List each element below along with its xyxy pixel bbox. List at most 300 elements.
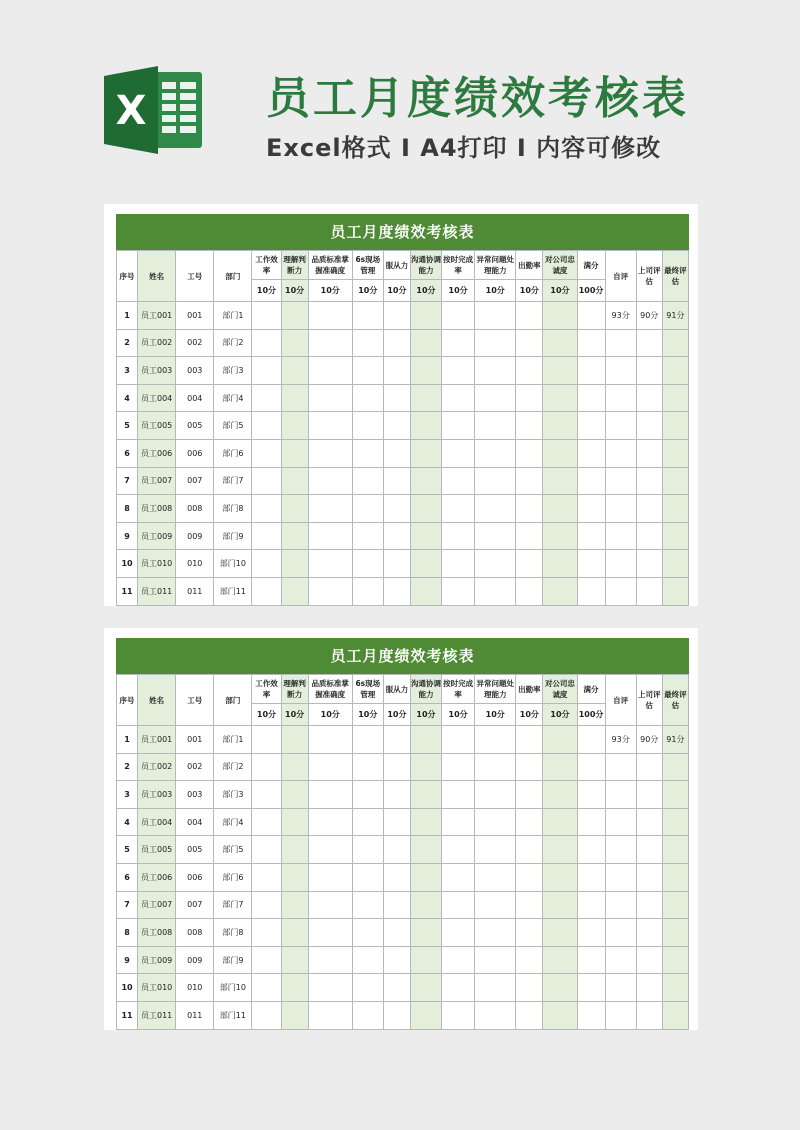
table-cell[interactable] — [281, 329, 308, 357]
table-cell[interactable] — [308, 808, 352, 836]
table-cell[interactable] — [475, 550, 516, 578]
table-cell[interactable] — [662, 836, 688, 864]
table-cell[interactable] — [636, 836, 662, 864]
table-cell[interactable]: 员工006 — [138, 863, 176, 891]
table-cell[interactable] — [577, 863, 605, 891]
table-cell[interactable] — [442, 974, 475, 1002]
table-cell[interactable]: 部门1 — [214, 726, 252, 754]
table-cell[interactable] — [410, 808, 441, 836]
table-cell[interactable] — [662, 808, 688, 836]
table-cell[interactable] — [252, 974, 281, 1002]
table-cell[interactable] — [252, 863, 281, 891]
table-cell[interactable] — [662, 781, 688, 809]
table-cell[interactable] — [252, 808, 281, 836]
table-cell[interactable] — [281, 577, 308, 605]
table-cell[interactable]: 部门7 — [214, 467, 252, 495]
table-cell[interactable]: 93分 — [605, 726, 636, 754]
table-cell[interactable] — [475, 522, 516, 550]
table-cell[interactable] — [577, 384, 605, 412]
table-cell[interactable] — [281, 836, 308, 864]
table-cell[interactable] — [442, 439, 475, 467]
table-cell[interactable] — [383, 439, 410, 467]
table-cell[interactable] — [252, 577, 281, 605]
table-cell[interactable] — [636, 781, 662, 809]
table-cell[interactable] — [605, 753, 636, 781]
table-cell[interactable] — [281, 550, 308, 578]
table-cell[interactable] — [475, 726, 516, 754]
table-cell[interactable] — [252, 891, 281, 919]
table-cell[interactable]: 009 — [176, 522, 214, 550]
table-cell[interactable]: 员工009 — [138, 522, 176, 550]
table-cell[interactable] — [577, 946, 605, 974]
table-cell[interactable] — [410, 495, 441, 523]
table-cell[interactable] — [352, 808, 383, 836]
table-cell[interactable] — [252, 384, 281, 412]
table-cell[interactable] — [636, 1001, 662, 1029]
table-cell[interactable] — [605, 495, 636, 523]
table-cell[interactable] — [281, 1001, 308, 1029]
table-cell[interactable] — [516, 412, 543, 440]
table-cell[interactable] — [383, 329, 410, 357]
table-cell[interactable] — [281, 302, 308, 330]
table-cell[interactable] — [605, 808, 636, 836]
table-cell[interactable] — [383, 357, 410, 385]
table-cell[interactable] — [516, 302, 543, 330]
table-cell[interactable]: 011 — [176, 1001, 214, 1029]
table-cell[interactable] — [577, 919, 605, 947]
table-cell[interactable] — [308, 522, 352, 550]
table-cell[interactable] — [516, 974, 543, 1002]
table-cell[interactable] — [543, 891, 577, 919]
table-cell[interactable] — [383, 522, 410, 550]
table-cell[interactable] — [352, 946, 383, 974]
table-cell[interactable] — [410, 726, 441, 754]
table-cell[interactable]: 部门3 — [214, 357, 252, 385]
table-cell[interactable] — [352, 522, 383, 550]
table-cell[interactable]: 3 — [117, 357, 138, 385]
table-cell[interactable] — [308, 302, 352, 330]
table-cell[interactable]: 员工008 — [138, 495, 176, 523]
table-cell[interactable] — [543, 808, 577, 836]
table-cell[interactable] — [352, 863, 383, 891]
table-cell[interactable] — [383, 808, 410, 836]
table-cell[interactable] — [475, 302, 516, 330]
table-cell[interactable] — [252, 467, 281, 495]
table-cell[interactable] — [516, 495, 543, 523]
table-cell[interactable] — [383, 919, 410, 947]
table-cell[interactable] — [308, 891, 352, 919]
table-cell[interactable] — [281, 412, 308, 440]
table-cell[interactable] — [475, 495, 516, 523]
table-cell[interactable] — [516, 522, 543, 550]
table-cell[interactable] — [442, 946, 475, 974]
table-cell[interactable]: 部门7 — [214, 891, 252, 919]
table-cell[interactable]: 部门8 — [214, 495, 252, 523]
table-cell[interactable] — [252, 781, 281, 809]
table-cell[interactable] — [252, 753, 281, 781]
table-cell[interactable] — [252, 357, 281, 385]
table-cell[interactable] — [516, 1001, 543, 1029]
table-cell[interactable]: 90分 — [636, 302, 662, 330]
table-cell[interactable] — [516, 439, 543, 467]
table-cell[interactable]: 4 — [117, 384, 138, 412]
table-cell[interactable] — [410, 302, 441, 330]
table-cell[interactable] — [475, 808, 516, 836]
table-cell[interactable] — [442, 357, 475, 385]
table-cell[interactable] — [662, 439, 688, 467]
table-cell[interactable]: 11 — [117, 577, 138, 605]
table-cell[interactable] — [281, 946, 308, 974]
table-cell[interactable] — [516, 919, 543, 947]
table-cell[interactable]: 员工008 — [138, 919, 176, 947]
table-cell[interactable]: 部门5 — [214, 412, 252, 440]
table-cell[interactable] — [252, 522, 281, 550]
table-cell[interactable] — [662, 495, 688, 523]
table-cell[interactable] — [577, 753, 605, 781]
table-cell[interactable] — [308, 467, 352, 495]
table-cell[interactable] — [352, 412, 383, 440]
table-cell[interactable] — [605, 329, 636, 357]
table-cell[interactable]: 6 — [117, 439, 138, 467]
table-cell[interactable]: 员工009 — [138, 946, 176, 974]
table-cell[interactable] — [410, 863, 441, 891]
table-cell[interactable] — [516, 781, 543, 809]
table-cell[interactable] — [252, 302, 281, 330]
table-cell[interactable]: 员工006 — [138, 439, 176, 467]
table-cell[interactable] — [442, 808, 475, 836]
table-cell[interactable] — [475, 1001, 516, 1029]
table-cell[interactable] — [577, 577, 605, 605]
table-cell[interactable] — [516, 891, 543, 919]
table-cell[interactable] — [442, 467, 475, 495]
table-cell[interactable] — [577, 467, 605, 495]
table-cell[interactable]: 003 — [176, 781, 214, 809]
table-cell[interactable] — [577, 550, 605, 578]
table-cell[interactable] — [352, 891, 383, 919]
table-cell[interactable] — [442, 919, 475, 947]
table-cell[interactable] — [410, 577, 441, 605]
table-cell[interactable] — [516, 726, 543, 754]
table-cell[interactable] — [281, 467, 308, 495]
table-cell[interactable] — [543, 495, 577, 523]
table-cell[interactable] — [442, 495, 475, 523]
table-cell[interactable] — [352, 467, 383, 495]
table-cell[interactable] — [308, 384, 352, 412]
table-cell[interactable] — [308, 974, 352, 1002]
table-cell[interactable] — [516, 357, 543, 385]
table-cell[interactable] — [383, 726, 410, 754]
table-cell[interactable] — [383, 495, 410, 523]
table-cell[interactable]: 8 — [117, 919, 138, 947]
table-cell[interactable] — [252, 412, 281, 440]
table-cell[interactable] — [252, 726, 281, 754]
table-cell[interactable]: 员工001 — [138, 726, 176, 754]
table-cell[interactable] — [410, 357, 441, 385]
table-cell[interactable] — [577, 836, 605, 864]
table-cell[interactable]: 员工004 — [138, 808, 176, 836]
table-cell[interactable]: 部门2 — [214, 329, 252, 357]
table-cell[interactable] — [543, 412, 577, 440]
table-cell[interactable]: 90分 — [636, 726, 662, 754]
table-cell[interactable] — [383, 577, 410, 605]
table-cell[interactable] — [252, 946, 281, 974]
table-cell[interactable]: 员工003 — [138, 357, 176, 385]
table-cell[interactable] — [636, 522, 662, 550]
table-cell[interactable]: 员工002 — [138, 753, 176, 781]
table-cell[interactable] — [516, 836, 543, 864]
table-cell[interactable]: 部门1 — [214, 302, 252, 330]
table-cell[interactable]: 部门9 — [214, 522, 252, 550]
table-cell[interactable] — [516, 808, 543, 836]
table-cell[interactable] — [543, 836, 577, 864]
table-cell[interactable] — [605, 522, 636, 550]
table-cell[interactable] — [662, 577, 688, 605]
table-cell[interactable]: 8 — [117, 495, 138, 523]
table-cell[interactable]: 005 — [176, 836, 214, 864]
table-cell[interactable] — [662, 384, 688, 412]
table-cell[interactable] — [308, 946, 352, 974]
table-cell[interactable] — [662, 357, 688, 385]
table-cell[interactable] — [605, 946, 636, 974]
table-cell[interactable]: 部门11 — [214, 577, 252, 605]
table-cell[interactable] — [410, 522, 441, 550]
table-cell[interactable] — [475, 439, 516, 467]
table-cell[interactable]: 员工005 — [138, 412, 176, 440]
table-cell[interactable] — [308, 919, 352, 947]
table-cell[interactable] — [410, 974, 441, 1002]
table-cell[interactable] — [605, 836, 636, 864]
table-cell[interactable] — [543, 357, 577, 385]
table-cell[interactable]: 员工001 — [138, 302, 176, 330]
table-cell[interactable]: 008 — [176, 919, 214, 947]
table-cell[interactable] — [636, 577, 662, 605]
table-cell[interactable] — [577, 329, 605, 357]
table-cell[interactable]: 员工007 — [138, 467, 176, 495]
table-cell[interactable] — [410, 329, 441, 357]
table-cell[interactable]: 009 — [176, 946, 214, 974]
table-cell[interactable] — [442, 781, 475, 809]
table-cell[interactable] — [636, 974, 662, 1002]
table-cell[interactable] — [281, 919, 308, 947]
table-cell[interactable]: 2 — [117, 753, 138, 781]
table-cell[interactable] — [605, 863, 636, 891]
table-cell[interactable] — [605, 467, 636, 495]
table-cell[interactable] — [308, 550, 352, 578]
table-cell[interactable] — [516, 550, 543, 578]
table-cell[interactable] — [475, 781, 516, 809]
table-cell[interactable] — [410, 836, 441, 864]
table-cell[interactable] — [442, 384, 475, 412]
table-cell[interactable] — [475, 384, 516, 412]
table-cell[interactable] — [352, 781, 383, 809]
table-cell[interactable] — [543, 974, 577, 1002]
table-cell[interactable]: 004 — [176, 808, 214, 836]
table-cell[interactable]: 部门8 — [214, 919, 252, 947]
table-cell[interactable] — [442, 412, 475, 440]
table-cell[interactable] — [352, 384, 383, 412]
table-cell[interactable] — [662, 329, 688, 357]
table-cell[interactable] — [577, 1001, 605, 1029]
table-cell[interactable]: 010 — [176, 974, 214, 1002]
table-cell[interactable] — [605, 974, 636, 1002]
table-cell[interactable]: 9 — [117, 946, 138, 974]
table-cell[interactable] — [410, 946, 441, 974]
table-cell[interactable] — [410, 467, 441, 495]
table-cell[interactable] — [577, 357, 605, 385]
table-cell[interactable] — [252, 329, 281, 357]
table-cell[interactable] — [475, 946, 516, 974]
table-cell[interactable] — [383, 550, 410, 578]
table-cell[interactable] — [636, 467, 662, 495]
table-cell[interactable]: 001 — [176, 726, 214, 754]
table-cell[interactable] — [281, 891, 308, 919]
table-cell[interactable] — [308, 357, 352, 385]
table-cell[interactable] — [475, 836, 516, 864]
table-cell[interactable] — [543, 753, 577, 781]
table-cell[interactable] — [442, 329, 475, 357]
table-cell[interactable] — [308, 439, 352, 467]
table-cell[interactable] — [543, 946, 577, 974]
table-cell[interactable] — [410, 384, 441, 412]
table-cell[interactable] — [605, 439, 636, 467]
table-cell[interactable]: 员工011 — [138, 1001, 176, 1029]
table-cell[interactable] — [636, 891, 662, 919]
table-cell[interactable] — [516, 577, 543, 605]
table-cell[interactable]: 部门5 — [214, 836, 252, 864]
table-cell[interactable] — [605, 781, 636, 809]
table-cell[interactable] — [383, 412, 410, 440]
table-cell[interactable] — [577, 495, 605, 523]
table-cell[interactable] — [662, 412, 688, 440]
table-cell[interactable] — [442, 863, 475, 891]
table-cell[interactable] — [281, 781, 308, 809]
table-cell[interactable] — [543, 439, 577, 467]
table-cell[interactable] — [662, 522, 688, 550]
table-cell[interactable]: 002 — [176, 329, 214, 357]
table-cell[interactable] — [577, 891, 605, 919]
table-cell[interactable]: 7 — [117, 891, 138, 919]
table-cell[interactable] — [308, 495, 352, 523]
table-cell[interactable] — [577, 439, 605, 467]
table-cell[interactable] — [308, 577, 352, 605]
table-cell[interactable] — [543, 1001, 577, 1029]
table-cell[interactable]: 部门11 — [214, 1001, 252, 1029]
table-cell[interactable] — [281, 439, 308, 467]
table-cell[interactable]: 001 — [176, 302, 214, 330]
table-cell[interactable]: 006 — [176, 439, 214, 467]
table-cell[interactable]: 1 — [117, 302, 138, 330]
table-cell[interactable]: 002 — [176, 753, 214, 781]
table-cell[interactable] — [281, 863, 308, 891]
table-cell[interactable] — [636, 753, 662, 781]
table-cell[interactable] — [352, 577, 383, 605]
table-cell[interactable] — [442, 753, 475, 781]
table-cell[interactable] — [410, 412, 441, 440]
table-cell[interactable] — [442, 891, 475, 919]
table-cell[interactable]: 004 — [176, 384, 214, 412]
table-cell[interactable]: 员工010 — [138, 550, 176, 578]
table-cell[interactable] — [636, 357, 662, 385]
table-cell[interactable] — [543, 863, 577, 891]
table-cell[interactable]: 006 — [176, 863, 214, 891]
table-cell[interactable] — [308, 726, 352, 754]
table-cell[interactable] — [475, 577, 516, 605]
table-cell[interactable]: 7 — [117, 467, 138, 495]
table-cell[interactable] — [605, 577, 636, 605]
table-cell[interactable]: 91分 — [662, 726, 688, 754]
table-cell[interactable] — [308, 753, 352, 781]
table-cell[interactable] — [352, 836, 383, 864]
table-cell[interactable] — [442, 726, 475, 754]
table-cell[interactable] — [308, 781, 352, 809]
table-cell[interactable] — [383, 384, 410, 412]
table-cell[interactable] — [352, 302, 383, 330]
table-cell[interactable] — [442, 1001, 475, 1029]
table-cell[interactable]: 员工004 — [138, 384, 176, 412]
table-cell[interactable] — [662, 946, 688, 974]
table-cell[interactable] — [636, 946, 662, 974]
table-cell[interactable] — [410, 550, 441, 578]
table-cell[interactable] — [662, 753, 688, 781]
table-cell[interactable] — [252, 550, 281, 578]
table-cell[interactable] — [662, 1001, 688, 1029]
table-cell[interactable]: 部门3 — [214, 781, 252, 809]
table-cell[interactable] — [636, 329, 662, 357]
table-cell[interactable] — [352, 1001, 383, 1029]
table-cell[interactable]: 007 — [176, 467, 214, 495]
table-cell[interactable] — [352, 974, 383, 1002]
table-cell[interactable] — [543, 522, 577, 550]
table-cell[interactable] — [543, 329, 577, 357]
table-cell[interactable]: 005 — [176, 412, 214, 440]
table-cell[interactable] — [543, 384, 577, 412]
table-cell[interactable] — [543, 302, 577, 330]
table-cell[interactable] — [352, 439, 383, 467]
table-cell[interactable] — [383, 946, 410, 974]
table-cell[interactable] — [516, 329, 543, 357]
table-cell[interactable] — [605, 550, 636, 578]
table-cell[interactable] — [252, 836, 281, 864]
table-cell[interactable] — [543, 550, 577, 578]
table-cell[interactable] — [352, 753, 383, 781]
table-cell[interactable] — [577, 412, 605, 440]
table-cell[interactable]: 员工011 — [138, 577, 176, 605]
table-cell[interactable] — [442, 836, 475, 864]
table-cell[interactable]: 003 — [176, 357, 214, 385]
table-cell[interactable] — [543, 726, 577, 754]
table-cell[interactable]: 部门10 — [214, 550, 252, 578]
table-cell[interactable] — [636, 412, 662, 440]
table-cell[interactable] — [636, 550, 662, 578]
table-cell[interactable] — [577, 808, 605, 836]
table-cell[interactable] — [605, 891, 636, 919]
table-cell[interactable] — [383, 753, 410, 781]
table-cell[interactable]: 员工002 — [138, 329, 176, 357]
table-cell[interactable] — [636, 919, 662, 947]
table-cell[interactable] — [543, 577, 577, 605]
table-cell[interactable] — [383, 1001, 410, 1029]
table-cell[interactable] — [543, 919, 577, 947]
table-cell[interactable] — [383, 781, 410, 809]
table-cell[interactable] — [475, 412, 516, 440]
table-cell[interactable] — [252, 495, 281, 523]
table-cell[interactable] — [252, 439, 281, 467]
table-cell[interactable] — [383, 863, 410, 891]
table-cell[interactable] — [475, 891, 516, 919]
table-cell[interactable]: 011 — [176, 577, 214, 605]
table-cell[interactable] — [281, 753, 308, 781]
table-cell[interactable] — [383, 836, 410, 864]
